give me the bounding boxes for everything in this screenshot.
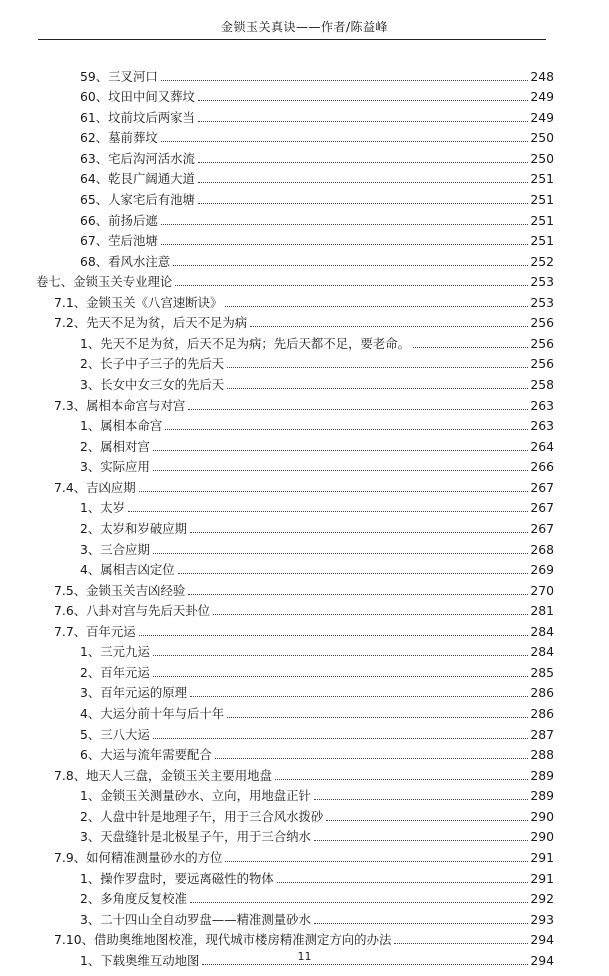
toc-dot-leader	[394, 943, 528, 944]
toc-entry[interactable]	[0, 228, 609, 249]
toc-entry-line	[80, 111, 554, 125]
toc-entry-title: 3、天盘缝针是北极星子午，用于三合纳水	[80, 829, 311, 845]
toc-entry-page: 264	[530, 438, 554, 454]
toc-dot-leader	[198, 203, 528, 204]
toc-entry[interactable]	[0, 515, 609, 536]
toc-entry-title: 2、百年元运	[80, 664, 150, 680]
toc-dot-leader	[161, 244, 528, 245]
toc-entry-page: 267	[530, 520, 554, 536]
toc-dot-leader	[413, 347, 528, 348]
toc-entry-title: 1、金锁玉关测量砂水、立向，用地盘正针	[80, 788, 311, 804]
toc-entry[interactable]	[0, 680, 609, 701]
toc-dot-leader	[139, 635, 528, 636]
toc-entry[interactable]	[0, 166, 609, 187]
toc-entry-page: 270	[530, 582, 554, 598]
toc-entry[interactable]	[0, 495, 609, 516]
toc-entry-page: 288	[530, 747, 554, 763]
toc-entry-page: 281	[530, 603, 554, 619]
toc-entry-page: 266	[530, 459, 554, 475]
toc-entry-title: 4、大运分前十年与后十年	[80, 706, 225, 721]
toc-dot-leader	[190, 902, 528, 903]
toc-entry-page: 258	[530, 377, 554, 392]
toc-entry-line	[54, 851, 554, 865]
toc-entry-page: 252	[530, 253, 554, 269]
toc-entry[interactable]	[0, 721, 609, 742]
toc-entry-title: 65、人家宅后有池塘	[80, 191, 195, 207]
toc-entry[interactable]	[0, 783, 609, 804]
toc-dot-leader	[198, 162, 528, 163]
toc-entry-page: 256	[530, 335, 554, 351]
toc-entry-title: 7.8、地天人三盘，金锁玉关主要用地盘	[54, 767, 272, 783]
toc-entry-line	[80, 810, 554, 824]
toc-dot-leader	[161, 141, 528, 142]
toc-entry-line	[54, 933, 554, 947]
toc-dot-leader	[153, 450, 528, 451]
toc-entry[interactable]	[0, 927, 609, 948]
toc-entry-line	[54, 604, 554, 618]
toc-entry-title: 64、乾艮广阔通大道	[80, 171, 195, 187]
toc-entry-page: 293	[530, 911, 554, 927]
toc-entry-title: 3、二十四山全自动罗盘——精准测量砂水	[80, 911, 311, 927]
toc-dot-leader	[153, 553, 528, 554]
toc-entry-line	[54, 769, 554, 783]
toc-entry-page: 250	[530, 130, 554, 146]
toc-entry-page: 285	[530, 664, 554, 680]
toc-entry-title: 3、百年元运的原理	[80, 685, 188, 701]
toc-dot-leader	[153, 470, 528, 471]
toc-dot-leader	[227, 388, 528, 389]
toc-entry-line	[80, 892, 554, 906]
toc-entry-line	[80, 543, 554, 557]
toc-entry-page: 289	[530, 788, 554, 804]
toc-entry-title: 4、属相吉凶定位	[80, 562, 175, 578]
toc-entry-page: 290	[530, 829, 554, 845]
toc-entry-page: 249	[530, 109, 554, 125]
toc-entry-page: 292	[530, 891, 554, 907]
toc-entry-line	[54, 296, 554, 310]
toc-entry-title: 7.3、属相本命宫与对宫	[54, 397, 186, 413]
toc-dot-leader	[227, 717, 528, 718]
toc-entry-line	[80, 131, 554, 145]
toc-entry-title: 7.4、吉凶应期	[54, 479, 136, 495]
toc-dot-leader	[213, 614, 528, 615]
toc-dot-leader	[153, 676, 528, 677]
running-header: 金锁玉关真诀——作者/陈益峰	[220, 20, 389, 34]
toc-entry-line	[80, 90, 554, 104]
toc-entry-title: 1、三元九运	[80, 644, 150, 660]
toc-entry-line	[80, 872, 554, 886]
toc-entry[interactable]	[0, 413, 609, 434]
toc-entry-title: 7.7、百年元运	[54, 623, 136, 639]
toc-entry-line	[80, 666, 554, 680]
toc-entry-title: 3、长女中女三女的先后天	[80, 377, 225, 392]
toc-dot-leader	[277, 882, 528, 883]
toc-dot-leader	[215, 758, 528, 759]
toc-entry[interactable]	[0, 84, 609, 105]
toc-entry[interactable]	[0, 104, 609, 125]
toc-dot-leader	[326, 820, 528, 821]
toc-entry[interactable]	[0, 289, 609, 310]
toc-entry-line	[80, 193, 554, 207]
toc-dot-leader	[314, 840, 528, 841]
toc-entry-title: 7.5、金锁玉关吉凶经验	[54, 582, 186, 598]
toc-entry[interactable]	[0, 433, 609, 454]
toc-dot-leader	[198, 182, 528, 183]
toc-entry-line	[80, 357, 554, 371]
toc-entry-line	[80, 337, 554, 351]
toc-dot-leader	[161, 224, 528, 225]
toc-dot-leader	[139, 491, 528, 492]
toc-entry-line	[80, 70, 554, 84]
toc-entry-title: 7.6、八卦对宫与先后天卦位	[54, 603, 211, 619]
toc-entry-line	[36, 275, 554, 289]
toc-entry[interactable]	[0, 824, 609, 845]
toc-entry-page: 251	[530, 191, 554, 207]
toc-entry[interactable]	[0, 186, 609, 207]
toc-entry-title: 7.9、如何精准测量砂水的方位	[54, 849, 223, 865]
toc-entry[interactable]	[0, 248, 609, 269]
toc-entry-page: 253	[530, 274, 554, 290]
toc-entry-line	[80, 789, 554, 803]
toc-entry-title: 66、前扬后遮	[80, 212, 158, 228]
toc-entry-title: 2、太岁和岁破应期	[80, 520, 188, 536]
toc-entry-page: 286	[530, 685, 554, 701]
toc-entry-title: 61、坟前坟后两家当	[80, 109, 195, 125]
toc-dot-leader	[227, 367, 528, 368]
toc-entry-title: 63、宅后沟河活水流	[80, 150, 195, 166]
toc-entry-line	[54, 584, 554, 598]
toc-entry-page: 256	[530, 315, 554, 331]
toc-dot-leader	[188, 594, 528, 595]
toc-entry-page: 269	[530, 562, 554, 578]
toc-entry-line	[80, 645, 554, 659]
toc-entry-title: 7.1、金锁玉关《八宫速断诀》	[54, 294, 223, 310]
toc-entry-line	[80, 378, 554, 392]
toc-entry-line	[54, 625, 554, 639]
toc-entry[interactable]	[0, 886, 609, 907]
toc-dot-leader	[250, 326, 528, 327]
toc-entry-page: 253	[530, 294, 554, 310]
toc-dot-leader	[198, 121, 528, 122]
toc-entry-page: 250	[530, 150, 554, 166]
toc-entry-page: 291	[530, 849, 554, 865]
toc-entry[interactable]	[0, 310, 609, 331]
toc-entry-line	[80, 214, 554, 228]
toc-entry[interactable]	[0, 474, 609, 495]
toc-entry-line	[80, 460, 554, 474]
toc-entry[interactable]	[0, 742, 609, 763]
toc-entry-title: 68、看风水注意	[80, 253, 171, 269]
toc-entry-title: 卷七、金锁玉关专业理论	[36, 274, 173, 290]
toc-entry-title: 2、人盘中针是地理子午，用于三合风水拨砂	[80, 808, 324, 824]
toc-dot-leader	[165, 429, 528, 430]
toc-entry-line	[80, 686, 554, 700]
toc-entry[interactable]	[0, 844, 609, 865]
toc-entry-page: 284	[530, 644, 554, 660]
toc-entry[interactable]	[0, 536, 609, 557]
toc-dot-leader	[202, 964, 528, 965]
toc-entry[interactable]	[0, 557, 609, 578]
toc-entry-page: 268	[530, 541, 554, 557]
toc-entry-page: 286	[530, 706, 554, 721]
toc-entry-page: 294	[530, 932, 554, 948]
toc-entry[interactable]	[0, 906, 609, 927]
toc-entry-title: 1、下载奥维互动地图	[80, 952, 200, 968]
toc-entry-page: 294	[530, 952, 554, 968]
toc-entry-page: 287	[530, 726, 554, 742]
toc-dot-leader	[275, 779, 528, 780]
toc-entry-line	[80, 748, 554, 762]
toc-entry-line	[80, 172, 554, 186]
toc-entry-line	[80, 255, 554, 269]
toc-entry-page: 267	[530, 500, 554, 516]
toc-dot-leader	[173, 265, 528, 266]
toc-entry-line	[80, 522, 554, 536]
toc-dot-leader	[128, 511, 528, 512]
toc-entry-page: 291	[530, 870, 554, 886]
table-of-contents	[0, 63, 609, 968]
toc-entry-title: 3、三合应期	[80, 541, 150, 557]
toc-dot-leader	[314, 923, 528, 924]
toc-entry-page: 284	[530, 623, 554, 639]
toc-dot-leader	[314, 799, 528, 800]
toc-entry-title: 2、属相对宫	[80, 438, 150, 454]
toc-entry[interactable]	[0, 700, 609, 721]
toc-entry[interactable]	[0, 618, 609, 639]
toc-entry-line	[54, 316, 554, 330]
toc-entry-line	[80, 234, 554, 248]
toc-entry-title: 1、操作罗盘时，要远离磁性的物体	[80, 870, 274, 886]
toc-entry[interactable]	[0, 598, 609, 619]
toc-entry-line	[80, 440, 554, 454]
toc-entry[interactable]	[0, 803, 609, 824]
toc-entry-line	[80, 707, 554, 721]
toc-dot-leader	[153, 655, 528, 656]
toc-entry-title: 67、茔后池塘	[80, 233, 158, 249]
toc-entry-page: 263	[530, 418, 554, 434]
toc-entry-title: 62、墓前葬坟	[80, 130, 158, 146]
toc-entry-title: 1、太岁	[80, 500, 126, 516]
toc-dot-leader	[161, 80, 528, 81]
toc-entry[interactable]	[0, 145, 609, 166]
toc-entry-line	[80, 563, 554, 577]
toc-entry-page: 263	[530, 397, 554, 413]
toc-entry-title: 1、先天不足为贫，后天不足为病；先后天都不足，要老命。	[80, 335, 411, 351]
toc-entry-title: 60、坟田中间又葬坟	[80, 89, 195, 105]
toc-entry-page: 256	[530, 356, 554, 372]
toc-entry-line	[80, 152, 554, 166]
toc-entry-title: 7.10、借助奥维地图校准，现代城市楼房精准测定方向的办法	[54, 932, 392, 948]
toc-entry[interactable]	[0, 63, 609, 84]
toc-entry-line	[80, 830, 554, 844]
toc-entry-page: 249	[530, 89, 554, 105]
toc-entry-line	[80, 913, 554, 927]
toc-entry-page: 251	[530, 233, 554, 249]
toc-entry-page: 290	[530, 808, 554, 824]
toc-entry[interactable]	[0, 371, 609, 392]
toc-entry-title: 5、三八大运	[80, 726, 150, 742]
header-rule	[38, 39, 546, 40]
toc-entry-page: 289	[530, 767, 554, 783]
toc-entry-line	[80, 419, 554, 433]
toc-dot-leader	[188, 409, 528, 410]
toc-dot-leader	[225, 861, 528, 862]
toc-entry[interactable]	[0, 330, 609, 351]
toc-entry-title: 6、大运与流年需要配合	[80, 747, 212, 763]
toc-entry[interactable]	[0, 207, 609, 228]
toc-entry-page: 251	[530, 212, 554, 228]
toc-entry[interactable]	[0, 125, 609, 146]
toc-entry[interactable]	[0, 577, 609, 598]
toc-entry-title: 59、三叉河口	[80, 68, 158, 84]
toc-dot-leader	[175, 285, 528, 286]
toc-entry-title: 3、实际应用	[80, 459, 150, 475]
toc-entry-line	[80, 501, 554, 515]
toc-entry-title: 7.2、先天不足为贫，后天不足为病	[54, 315, 248, 331]
toc-entry-line	[80, 728, 554, 742]
toc-entry[interactable]	[0, 351, 609, 372]
toc-entry-title: 2、多角度反复校准	[80, 891, 188, 907]
toc-dot-leader	[198, 100, 528, 101]
toc-entry-page: 251	[530, 171, 554, 187]
page-number: 11	[297, 950, 312, 963]
toc-entry-page: 248	[530, 68, 554, 84]
toc-entry-title: 1、属相本命宫	[80, 418, 163, 434]
toc-entry-line	[54, 481, 554, 495]
toc-entry-page: 267	[530, 479, 554, 495]
toc-entry[interactable]	[0, 762, 609, 783]
toc-entry[interactable]	[0, 659, 609, 680]
toc-entry[interactable]	[0, 269, 609, 290]
toc-entry[interactable]	[0, 454, 609, 475]
toc-dot-leader	[153, 738, 528, 739]
toc-dot-leader	[178, 573, 528, 574]
toc-entry-line	[54, 399, 554, 413]
toc-dot-leader	[190, 696, 528, 697]
toc-entry[interactable]	[0, 392, 609, 413]
toc-dot-leader	[225, 306, 528, 307]
toc-entry[interactable]	[0, 865, 609, 886]
toc-entry[interactable]	[0, 639, 609, 660]
toc-entry-title: 2、长子中子三子的先后天	[80, 356, 225, 372]
toc-dot-leader	[190, 532, 528, 533]
